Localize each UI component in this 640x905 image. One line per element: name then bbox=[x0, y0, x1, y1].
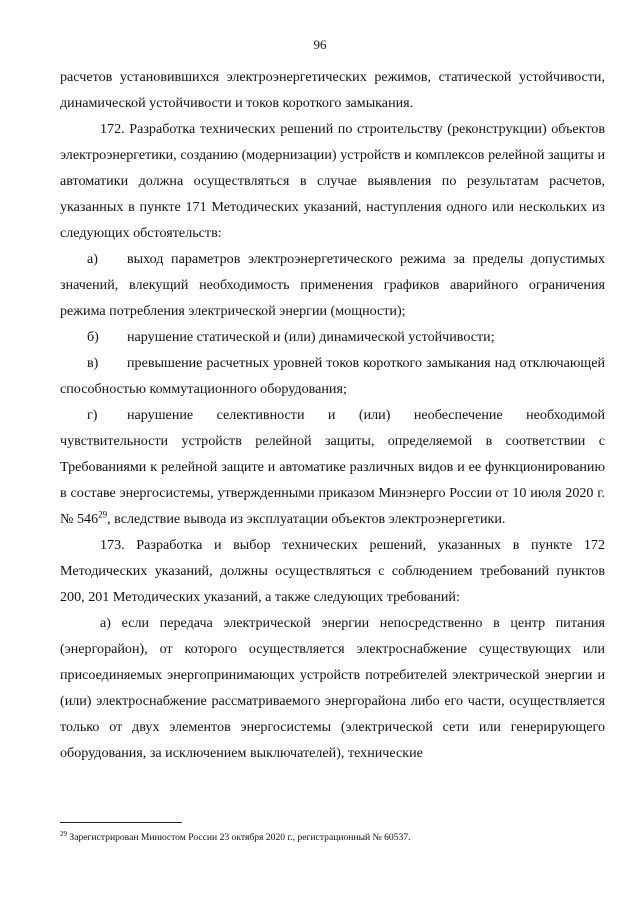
document-body bbox=[60, 64, 605, 766]
paragraph-173-a: а) если передача электрической энергии непосредственно в центр питания (энергорайон), от которого осуществляется электроснабжение существующих или присоединяемых энергопринимающих устройств потребителей электрической энергии и (или) электроснабжение рассматриваемого энергорайона либо его части, осуществляется только от двух элементов энергосистемы (электрической сети или генерирующего оборудования, за исключением выключателей), технические bbox=[60, 615, 605, 761]
footnote-divider bbox=[60, 822, 182, 823]
paragraph-continuation: расчетов установившихся электроэнергетических режимов, статической устойчивости, динамической устойчивости и токов короткого замыкания. bbox=[60, 69, 605, 111]
list-marker-v: в) bbox=[87, 355, 99, 371]
list-text-g-tail: , вследствие вывода из эксплуатации объектов электроэнергетики. bbox=[107, 511, 506, 527]
list-text-a: выход параметров электроэнергетического режима за пределы допустимых значений, влекущий необходимость применения графиков аварийного ограничения режима потребления электрической энергии (мощности); bbox=[60, 251, 605, 319]
list-item-v bbox=[60, 350, 605, 402]
list-text-b: нарушение статической и (или) динамической устойчивости; bbox=[127, 329, 495, 345]
list-marker-g: г) bbox=[87, 407, 98, 423]
paragraph-172: 172. Разработка технических решений по строительству (реконструкции) объектов электроэнергетики, созданию (модернизации) устройств и комплексов релейной защиты и автоматики должна осуществляться в случае выявления по результатам расчетов, указанных в пункте 171 Методических указаний, наступления одного или нескольких из следующих обстоятельств: bbox=[60, 121, 605, 241]
paragraph-173: 173. Разработка и выбор технических решений, указанных в пункте 172 Методических указаний, должны осуществляться с соблюдением требований пунктов 200, 201 Методических указаний, а также следующих требований: bbox=[60, 537, 605, 605]
list-text-v: превышение расчетных уровней токов короткого замыкания над отключающей способностью коммутационного оборудования; bbox=[60, 355, 605, 397]
list-item-b bbox=[60, 324, 605, 350]
list-text-g: нарушение селективности и (или) необеспечение необходимой чувствительности устройств релейной защиты, определяемой в соответствии с Требованиями к релейной защите и автоматике различных видов и ее функционированию в составе энергосистемы, утвержденными приказом Минэнерго России от 10 июля 2020 г. № 546 bbox=[60, 407, 605, 527]
footnote-marker: 29 bbox=[60, 829, 67, 838]
list-marker-b: б) bbox=[87, 329, 99, 345]
list-item-a bbox=[60, 246, 605, 324]
footnote bbox=[60, 831, 605, 844]
list-item-g bbox=[60, 402, 605, 532]
list-marker-a: а) bbox=[87, 251, 98, 267]
footnote-reference: 29 bbox=[98, 509, 108, 520]
page-number: 96 bbox=[313, 37, 327, 52]
footnote-text: Зарегистрирован Минюстом России 23 октября 2020 г., регистрационный № 60537. bbox=[67, 832, 411, 843]
